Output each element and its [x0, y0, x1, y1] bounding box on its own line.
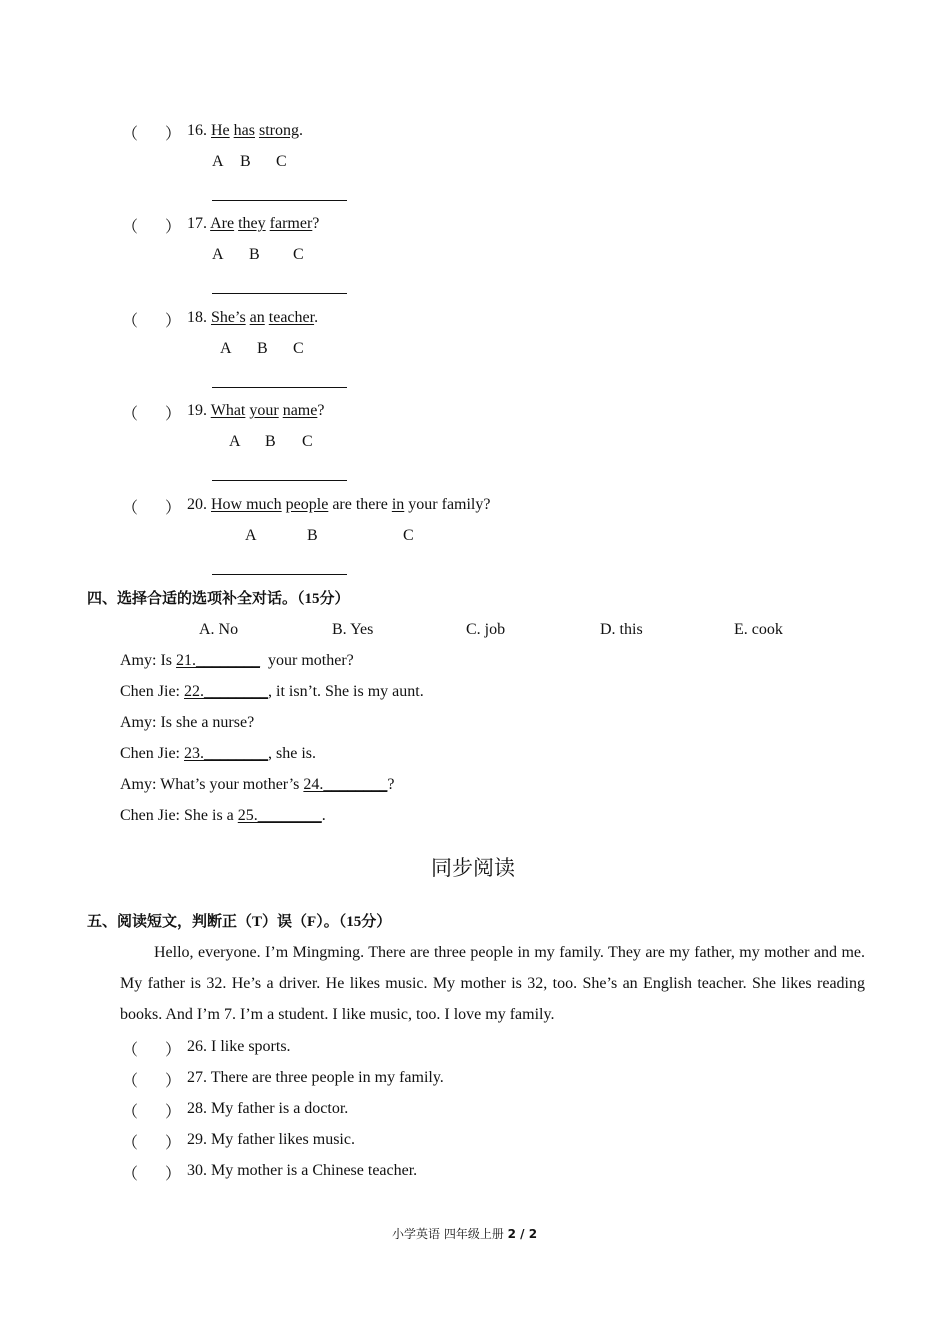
- option-letter-c: C: [293, 246, 304, 263]
- statement: 27. There are three people in my family.: [187, 1069, 444, 1086]
- answer-paren-open[interactable]: （: [122, 1042, 139, 1059]
- option-letter-b: B: [257, 340, 268, 357]
- dialogue-text: Amy: What’s your mother’s: [120, 776, 304, 793]
- answer-blank[interactable]: 21.________: [176, 652, 260, 669]
- answer-blank[interactable]: 22.________: [184, 683, 268, 700]
- option-a: A. No: [199, 621, 239, 638]
- answer-blank[interactable]: 24.________: [303, 776, 388, 793]
- underlined-word: How much: [211, 496, 282, 513]
- dialogue-text: , she is.: [268, 745, 316, 762]
- underlined-word: strong: [258, 122, 299, 139]
- option-letter-b: B: [307, 527, 318, 544]
- correction-blank[interactable]: [212, 574, 347, 575]
- dialogue-text: your mother?: [260, 652, 354, 669]
- section-5-t: T: [252, 914, 263, 930]
- correction-blank[interactable]: [212, 387, 347, 388]
- correction-blank[interactable]: [212, 200, 347, 201]
- page-footer: [392, 1224, 537, 1244]
- option-c: C. job: [466, 621, 506, 638]
- statement: 26. I like sports.: [187, 1038, 291, 1055]
- dialogue-text: Amy: Is she a nurse?: [120, 714, 255, 731]
- option-letter-c: C: [302, 433, 313, 450]
- reading-passage: Hello, everyone. I’m Mingming. There are three people in my family. They are my father, my mother and me. My father is 32. He’s a driver. He likes music. My mother is 32, too. She’s an English teacher. She likes reading books. And I’m 7. I’m a student. I like music, too. I love my family.: [120, 944, 865, 1023]
- option-letter-a: A: [212, 246, 224, 263]
- dialogue-text: Chen Jie: She is a: [120, 807, 238, 824]
- option-b: B. Yes: [332, 621, 374, 638]
- sentence-text: .: [298, 122, 303, 139]
- underlined-word: teacher: [268, 309, 315, 326]
- underlined-word: people: [285, 496, 329, 513]
- section-4-heading: [87, 588, 350, 609]
- underlined-word: an: [249, 309, 265, 326]
- answer-paren-close: ）: [165, 1073, 182, 1090]
- statement: 29. My father likes music.: [187, 1131, 355, 1148]
- answer-paren-open[interactable]: （: [122, 406, 139, 423]
- answer-paren-close: ）: [165, 500, 182, 517]
- underlined-word: in: [391, 496, 405, 513]
- dialogue-line: [120, 744, 316, 764]
- answer-paren-close: ）: [165, 219, 182, 236]
- dialogue-line: [120, 682, 424, 702]
- answer-paren-open[interactable]: （: [122, 1104, 139, 1121]
- question-number: 20.: [187, 496, 211, 513]
- answer-paren-close: ）: [165, 313, 182, 330]
- question-19: [187, 401, 324, 421]
- option-letter-c: C: [403, 527, 414, 544]
- section-5-heading-end: 分）: [361, 912, 392, 930]
- dialogue-text: Amy: Is: [120, 652, 176, 669]
- question-number: 19.: [187, 402, 211, 419]
- underlined-word: has: [233, 122, 255, 139]
- answer-paren-close: ）: [165, 1135, 182, 1152]
- underlined-word: He: [211, 122, 230, 139]
- sentence-text: ?: [317, 402, 325, 419]
- dialogue-line: [120, 775, 395, 795]
- sentence-text: .: [314, 309, 319, 326]
- option-letter-b: B: [240, 153, 251, 170]
- section-5-score: 15: [346, 914, 362, 930]
- correction-blank[interactable]: [212, 293, 347, 294]
- option-letter-c: C: [276, 153, 287, 170]
- question-20: [187, 495, 490, 515]
- answer-paren-close: ）: [165, 126, 182, 143]
- option-letter-a: A: [220, 340, 232, 357]
- answer-paren-open[interactable]: （: [122, 313, 139, 330]
- reading-title: 同步阅读: [431, 856, 515, 880]
- section-4-heading-text: 四、选择合适的选项补全对话。（: [87, 589, 305, 607]
- section-5-heading-b: ）误（: [262, 912, 308, 930]
- option-letter-a: A: [212, 153, 224, 170]
- answer-paren-close: ）: [165, 1104, 182, 1121]
- sentence-text: your family?: [404, 496, 491, 513]
- section-5-heading-a: 五、阅读短文，判断正（: [87, 912, 253, 930]
- dialogue-line: [120, 713, 254, 733]
- option-d: D. this: [600, 621, 643, 638]
- answer-paren-open[interactable]: （: [122, 1166, 139, 1183]
- dialogue-text: .: [321, 807, 326, 824]
- underlined-word: Are: [210, 215, 235, 232]
- underlined-word: farmer: [269, 215, 313, 232]
- correction-blank[interactable]: [212, 480, 347, 481]
- statement: 30. My mother is a Chinese teacher.: [187, 1162, 418, 1179]
- answer-blank[interactable]: 23.________: [184, 745, 268, 762]
- answer-paren-close: ）: [165, 406, 182, 423]
- option-letter-b: B: [265, 433, 276, 450]
- answer-paren-open[interactable]: （: [122, 1073, 139, 1090]
- dialogue-line: [120, 651, 354, 671]
- statement: 28. My father is a doctor.: [187, 1100, 349, 1117]
- footer-text: 小学英语 四年级上册: [392, 1227, 508, 1241]
- dialogue-text: Chen Jie:: [120, 745, 184, 762]
- underlined-word: your: [249, 402, 279, 419]
- answer-paren-close: ）: [165, 1042, 182, 1059]
- question-16: [187, 121, 303, 141]
- option-letter-b: B: [249, 246, 260, 263]
- option-letter-c: C: [293, 340, 304, 357]
- question-18: [187, 308, 318, 328]
- option-letter-a: A: [245, 527, 257, 544]
- question-17: [187, 214, 319, 234]
- sentence-text: are there: [328, 496, 392, 513]
- answer-paren-open[interactable]: （: [122, 1135, 139, 1152]
- answer-paren-close: ）: [165, 1166, 182, 1183]
- section-4-heading-end: 分）: [319, 589, 350, 607]
- answer-paren-open[interactable]: （: [122, 126, 139, 143]
- option-letter-a: A: [229, 433, 241, 450]
- answer-paren-open[interactable]: （: [122, 500, 139, 517]
- answer-paren-open[interactable]: （: [122, 219, 139, 236]
- section-5-heading: [87, 911, 391, 932]
- sentence-text: ?: [312, 215, 320, 232]
- underlined-word: name: [282, 402, 318, 419]
- answer-blank[interactable]: 25.________: [237, 807, 322, 824]
- dialogue-text: Chen Jie:: [120, 683, 184, 700]
- page-number: 2 / 2: [507, 1227, 538, 1241]
- dialogue-text: ?: [387, 776, 395, 793]
- section-4-score: 15: [304, 591, 320, 607]
- section-5-heading-c: ）。（: [316, 912, 347, 930]
- option-e: E. cook: [734, 621, 783, 638]
- dialogue-text: , it isn’t. She is my aunt.: [268, 683, 424, 700]
- underlined-word: they: [238, 215, 266, 232]
- section-5-f: F: [307, 914, 317, 930]
- question-number: 18.: [187, 309, 211, 326]
- underlined-word: What: [210, 402, 246, 419]
- question-number: 17.: [187, 215, 211, 232]
- underlined-word: She’s: [211, 309, 246, 326]
- question-number: 16.: [187, 122, 211, 139]
- dialogue-line: [120, 806, 326, 826]
